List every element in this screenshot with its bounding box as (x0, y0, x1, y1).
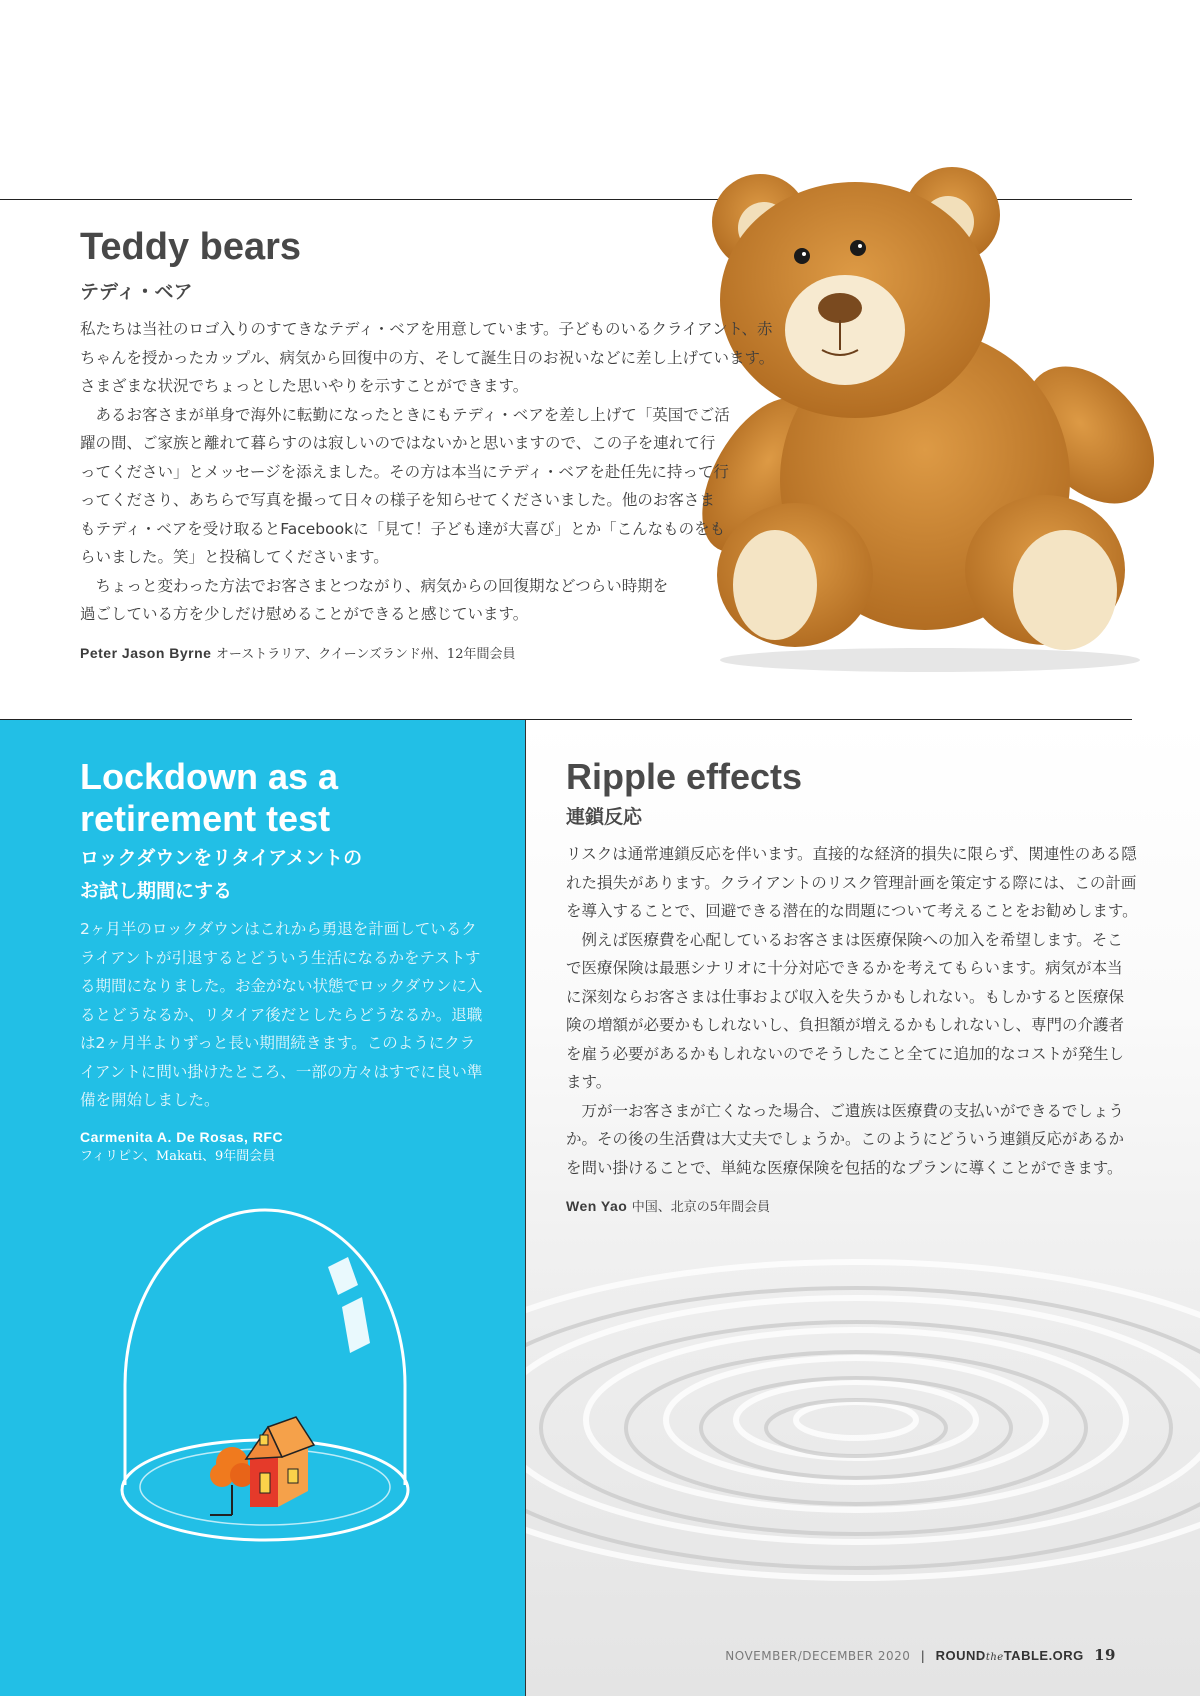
lockdown-byline (80, 1127, 490, 1167)
teddy-paragraph: あるお客さまが単身で海外に転勤になったときにもテディ・ベアを差し上げて「英国でご活躍の間、ご家族と離れて暮らすのは寂しいのではないかと思いますので、この子を連れて行ってください」とメッセージを添えました。その方は本当にテディ・ベアを赴任先に持って行ってくださり、あちらで写真を撮って日々の様子を知らせてくださいました。他のお客さまもテディ・ベアを受け取るとFacebookに「見て！子ども達が大喜び」とか「こんなものをもらいました。笑」と投稿してくださいます。 (80, 405, 730, 566)
page-footer (725, 1646, 1116, 1664)
ripple-paragraph: 万が一お客さまが亡くなった場合、ご遺族は医療費の支払いができるでしょうか。その後の生活費は大丈夫でしょうか。このようにどういう連鎖反応があるかを問い掛けることで、単純な医療保険を包括的なプランに導くことができます。 (566, 1101, 1125, 1177)
teddy-paragraph: 私たちは当社のロゴ入りのすてきなテディ・ベアを用意しています。子どものいるクライアント、赤ちゃんを授かったカップル、病気から回復中の方、そして誕生日のお祝いなどに差し上げています。さまざまな状況でちょっとした思いやりを示すことができます。 (80, 320, 775, 395)
ripple-title: Ripple effects (566, 756, 803, 797)
author-info: オーストラリア、クイーンズランド州、12年間会員 (215, 646, 516, 662)
ripple-paragraph: リスクは通常連鎖反応を伴います。直接的な経済的損失に限らず、関連性のある隠れた損失があります。クライアントのリスク管理計画を策定する際には、この計画を導入することで、回避できる潜在的な問題について考えることをお勧めします。 (566, 845, 1138, 920)
teddy-paragraph: ちょっと変わった方法でお客さまとつながり、病気からの回復期などつらい時期を過ごしている方を少しだけ慰めることができると感じています。 (80, 576, 669, 623)
lockdown-paragraph: 2ヶ月半のロックダウンはこれから勇退を計画しているクライアントが引退するとどういう生活になるかをテストする期間になりました。お金がない状態でロックダウンに入るとどうなるか、リタイア後だとしたらどうなるか。退職は2ヶ月半よりずっと長い期間続きます。このようにクライアントに問い掛けたところ、一部の方々はすでに良い準備を開始しました。 (80, 920, 483, 1109)
glass-dome-illustration (110, 1195, 420, 1575)
teddy-title: Teddy bears (80, 226, 302, 268)
author-name: Carmenita A. De Rosas, RFC (80, 1128, 284, 1145)
lockdown-subtitle-line: ロックダウンをリタイアメントの (80, 847, 363, 869)
ripple-body (566, 840, 1138, 1223)
magazine-table: TABLE.ORG (1003, 1648, 1084, 1663)
lockdown-body (80, 915, 490, 1167)
lockdown-subtitle (80, 842, 362, 908)
teddy-byline (80, 639, 780, 670)
author-name: Wen Yao (566, 1198, 628, 1214)
ripple-paragraph: 例えば医療費を心配しているお客さまは医療保険への加入を希望します。そこで医療保険は最悪シナリオに十分対応できるかを考えてもらいます。病気が本当に深刻ならお客さまは仕事および収入を失うかもしれない。もしかすると医療保険の増額が必要かもしれないし、負担額が増えるかもしれないし、専門の介護者を雇う必要があるかもしれないのでそうしたこと全てに追加的なコストが発生します。 (566, 930, 1125, 1091)
teddy-subtitle: テディ・ベア (80, 281, 193, 303)
author-info: 中国、北京の5年間会員 (631, 1200, 771, 1215)
magazine-the: the (985, 1652, 1004, 1663)
footer-separator: | (920, 1649, 926, 1663)
lockdown-subtitle-line: お試し期間にする (80, 880, 233, 902)
magazine-name (936, 1648, 1084, 1663)
teddy-body (80, 315, 780, 669)
lockdown-title-line: retirement test (80, 798, 331, 839)
ripple-subtitle: 連鎖反応 (566, 806, 643, 828)
lockdown-title-line: Lockdown as a (80, 756, 339, 797)
author-name: Peter Jason Byrne (80, 644, 212, 661)
lockdown-title (80, 756, 338, 840)
issue-date: NOVEMBER/DECEMBER 2020 (725, 1649, 911, 1663)
magazine-round: ROUND (935, 1648, 986, 1663)
page-number: 19 (1094, 1646, 1116, 1664)
author-info: フィリピン、Makati、9年間会員 (80, 1148, 276, 1164)
ripple-byline (566, 1192, 1138, 1223)
